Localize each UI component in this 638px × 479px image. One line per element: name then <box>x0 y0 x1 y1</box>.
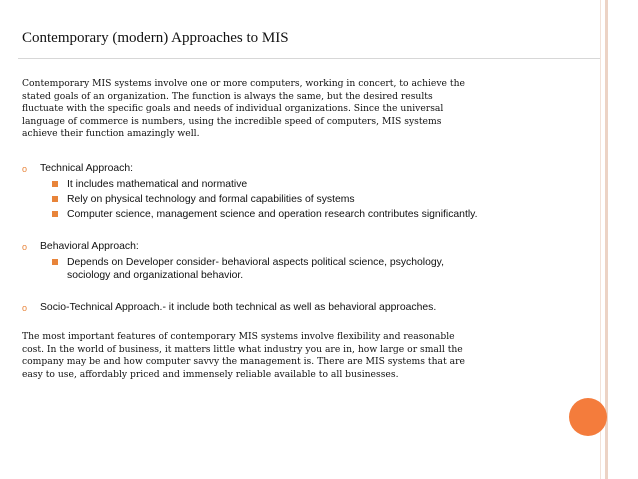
closing-line: cost. In the world of business, it matters little what industry you are in, how large or small the <box>22 343 463 355</box>
slide-title: Contemporary (modern) Approaches to MIS <box>22 30 289 46</box>
intro-line: stated goals of an organization. The function is always the same, but the desired results <box>22 90 433 102</box>
intro-line: Contemporary MIS systems involve one or more computers, working in concert, to achieve the <box>22 78 465 89</box>
approach-label: Socio-Technical Approach.- it include both technical as well as behavioral approaches. <box>40 302 437 313</box>
intro-paragraph <box>22 78 542 141</box>
approach-label: Behavioral Approach: <box>40 241 139 252</box>
sub-item-text: Computer science, management science and operation research contributes significantly. <box>67 209 478 220</box>
bullet-circle-icon: o <box>22 242 28 252</box>
sub-item-text: Rely on physical technology and formal capabilities of systems <box>67 194 355 205</box>
bullet-circle-icon: o <box>22 303 28 313</box>
closing-line: The most important features of contemporary MIS systems involve flexibility and reasonable <box>22 331 455 342</box>
closing-line: easy to use, affordably priced and immensely reliable available to all businesses. <box>22 368 399 380</box>
closing-line: company may be and how computer savvy the management is. There are MIS systems that are <box>22 356 465 368</box>
decorative-circle <box>569 398 607 436</box>
bullet-circle-icon: o <box>22 164 28 174</box>
slide-border-right <box>605 0 608 479</box>
bullet-square-icon <box>52 259 58 265</box>
closing-paragraph <box>22 331 542 381</box>
title-divider <box>18 58 600 59</box>
bullet-square-icon <box>52 196 58 202</box>
sub-item-text: It includes mathematical and normative <box>67 179 248 190</box>
intro-line: achieve their function amazingly well. <box>22 128 200 140</box>
bullet-square-icon <box>52 211 58 217</box>
approach-label: Technical Approach: <box>40 163 133 174</box>
sub-item-text: Depends on Developer consider- behavioral aspects political science, psychology, <box>67 257 444 268</box>
intro-line: fluctuate with the specific goals and needs of individual organizations. Since the universal <box>22 103 444 115</box>
intro-line: language of commerce is numbers, using the incredible speed of computers, MIS systems <box>22 115 442 127</box>
sub-item-text: sociology and organizational behavior. <box>67 270 244 281</box>
bullet-square-icon <box>52 181 58 187</box>
